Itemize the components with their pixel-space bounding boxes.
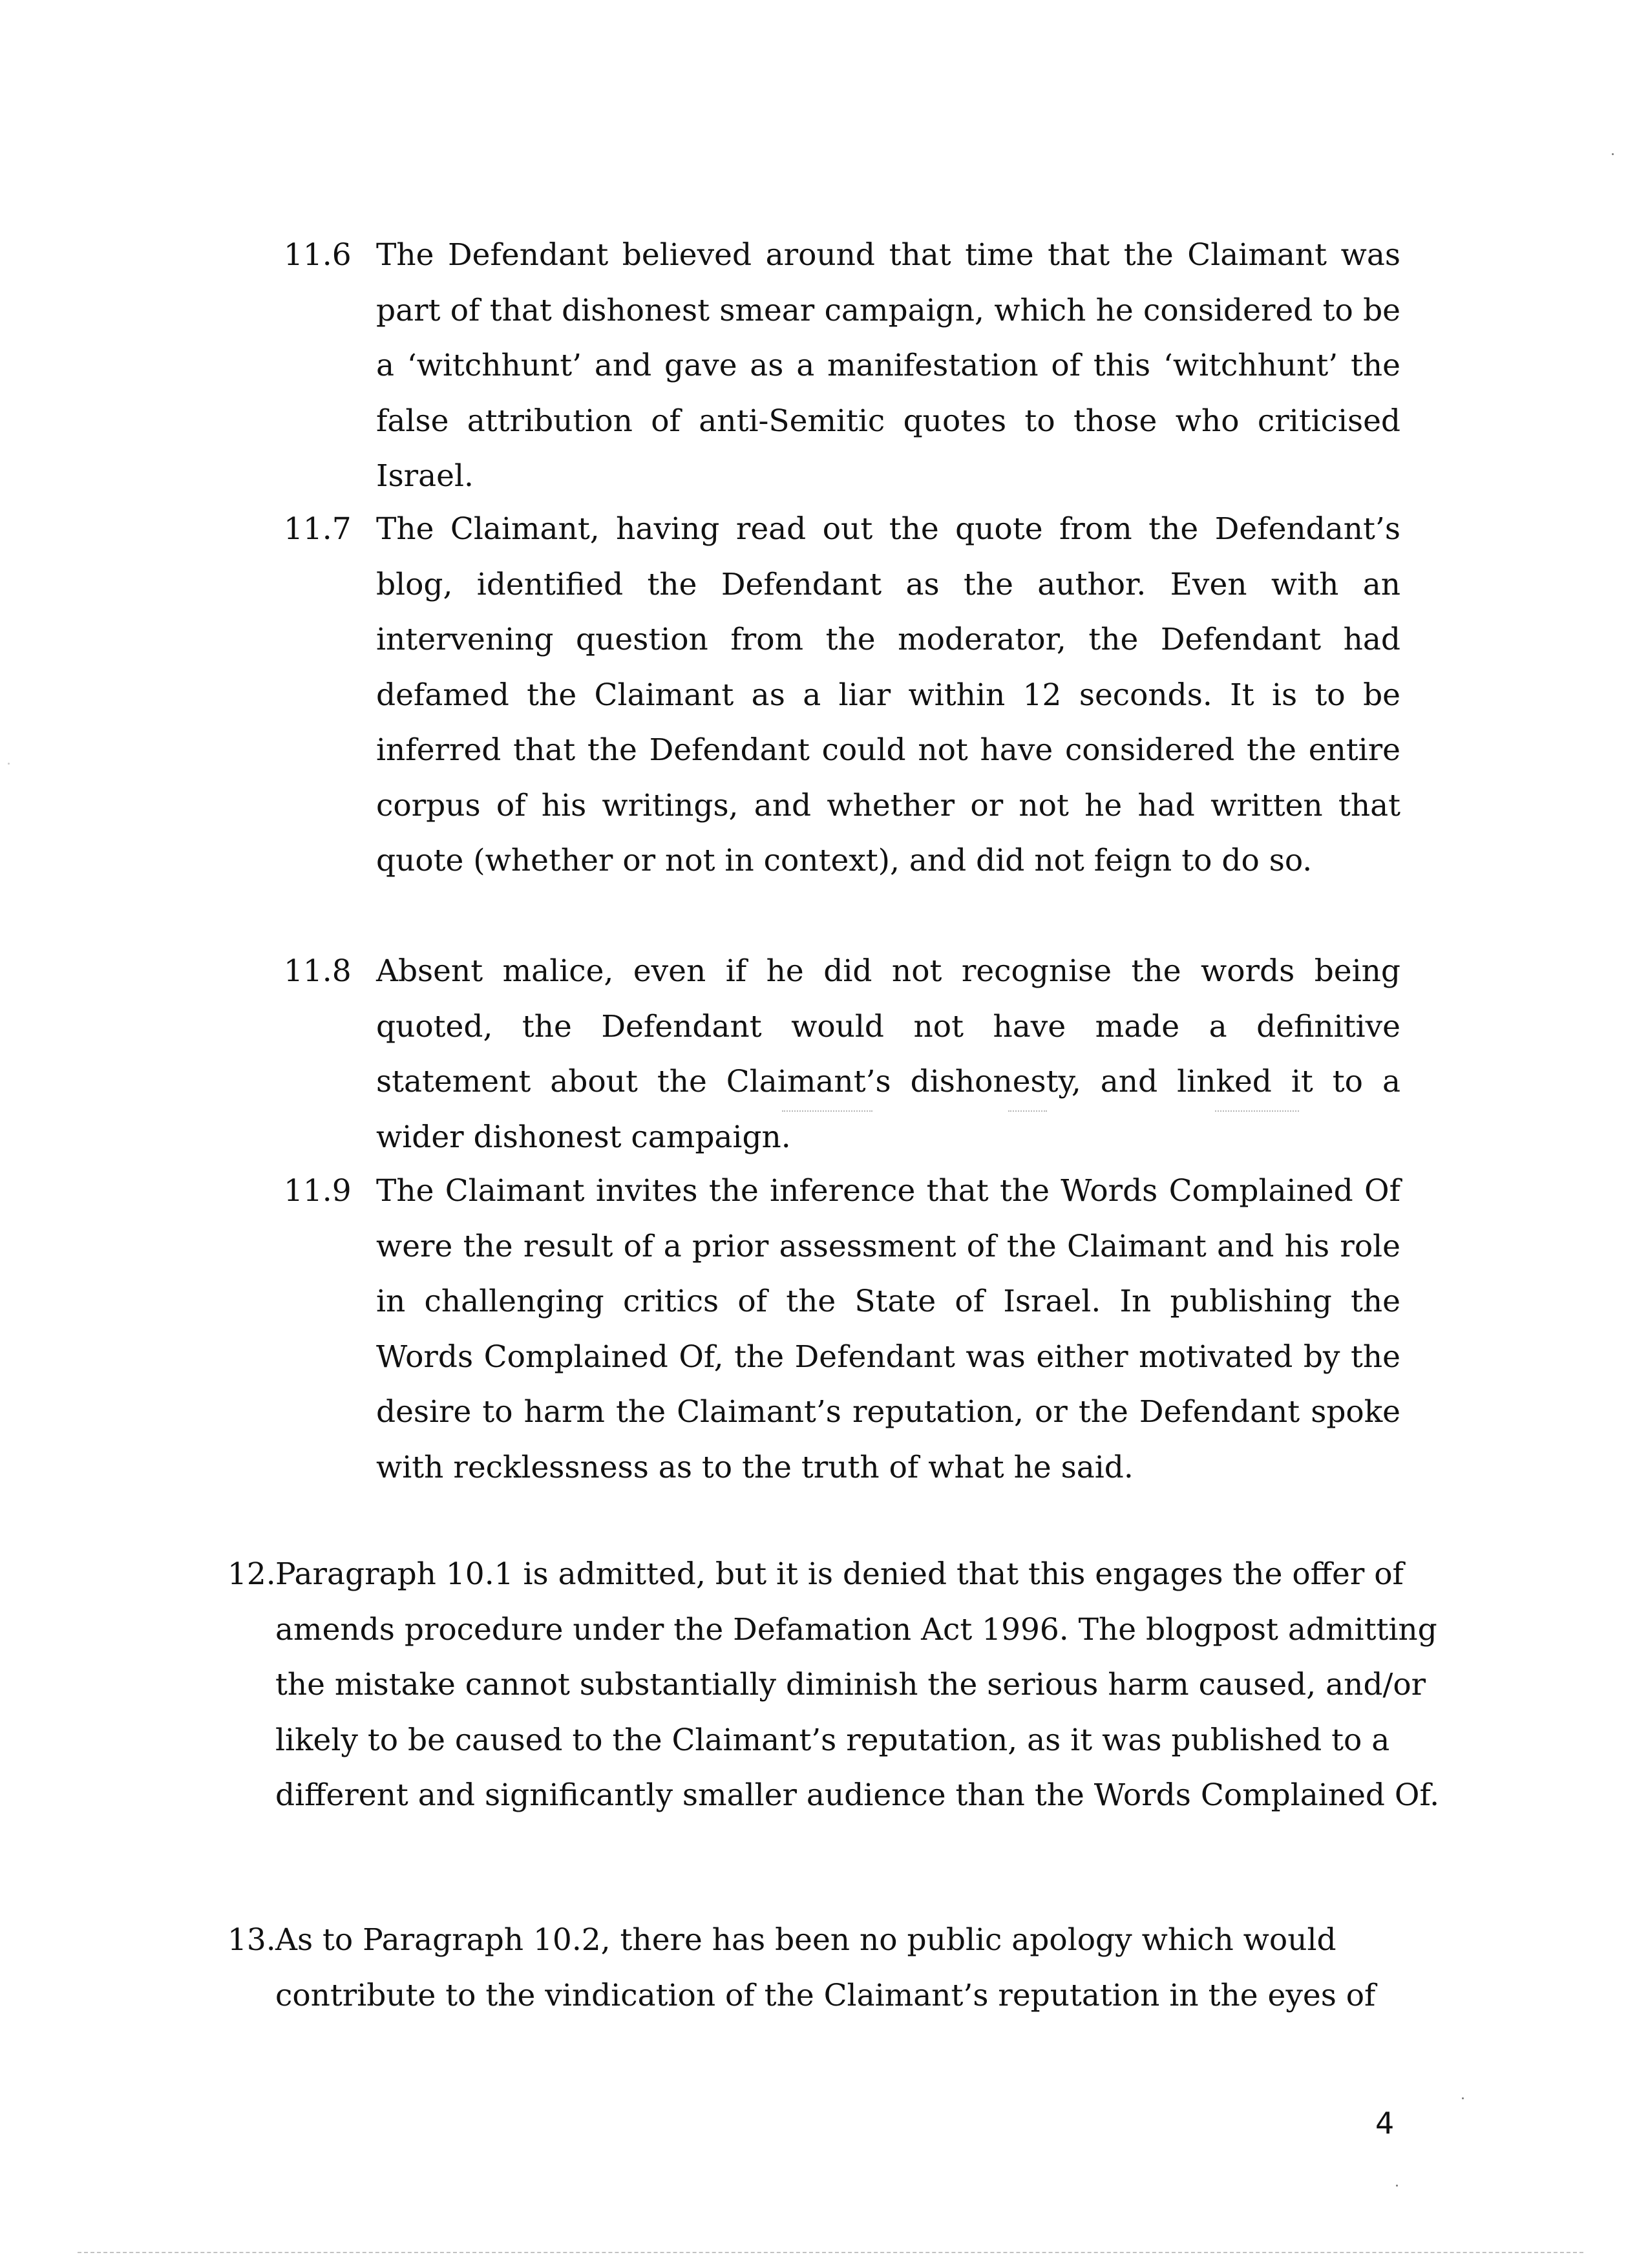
- scan-artifact: [1215, 1110, 1299, 1112]
- paragraph-line: As to Paragraph 10.2, there has been no public apology which would: [275, 1922, 1336, 1958]
- paragraph-text: [275, 1547, 1440, 1823]
- scan-speck: [1462, 2097, 1464, 2099]
- paragraph-number: 11.7: [284, 511, 352, 547]
- paragraph-text: The Claimant, having read out the quote from the Defendant’s blog, identified the Defendant as the author. Even with an intervening question from the moderator, the Defendant had defamed the Claimant as a liar within 12 seconds. It is to be inferred that the Defendant could not have considered the entire corpus of his writings, and whether or not he had written that quote (whether or not in context), and did not feign to do so.: [376, 511, 1400, 878]
- scan-edge-line: [78, 2252, 1583, 2253]
- paragraph-text: [275, 1913, 1387, 2023]
- scan-artifact: [782, 1110, 872, 1112]
- paragraph-line: amends procedure under the Defamation Act 1996. The blogpost admitting: [275, 1611, 1437, 1648]
- paragraph-text: The Defendant believed around that time that the Claimant was part of that dishonest smear campaign, which he considered to be a ‘witchhunt’ and gave as a manifestation of this ‘witchhunt’ the false attribution of anti-Semitic quotes to those who criticised Israel.: [376, 237, 1400, 494]
- page-number: 4: [1375, 2106, 1395, 2141]
- paragraph-line: contribute to the vindication of the Claimant’s reputation in the eyes of: [275, 1977, 1376, 2013]
- paragraph-number: 11.6: [284, 237, 352, 273]
- paragraph-line: different and significantly smaller audience than the Words Complained Of.: [275, 1777, 1440, 1813]
- paragraph-line: the mistake cannot substantially diminish the serious harm caused, and/or: [275, 1667, 1426, 1702]
- paragraph-line: Paragraph 10.1 is admitted, but it is denied that this engages the offer of: [275, 1556, 1404, 1592]
- paragraph-number: 13.: [227, 1922, 276, 1958]
- paragraph-number: 12.: [227, 1556, 276, 1592]
- paragraph-number: 11.9: [284, 1173, 352, 1209]
- paragraph-line: likely to be caused to the Claimant’s reputation, as it was published to a: [275, 1722, 1390, 1758]
- paragraph-number: 11.8: [284, 953, 352, 989]
- scan-artifact: [1008, 1110, 1047, 1112]
- paragraph-text: Absent malice, even if he did not recognise the words being quoted, the Defendant would not have made a definitive statement about the Claimant’s dishonesty, and linked it to a wider dishonest campaign.: [376, 953, 1400, 1155]
- scan-speck: [1396, 2185, 1398, 2187]
- paragraph-text: The Claimant invites the inference that the Words Complained Of were the result of a prior assessment of the Claimant and his role in challenging critics of the State of Israel. In publishing the Words Complained Of, the Defendant was either motivated by the desire to harm the Claimant’s reputation, or the Defendant spoke with recklessness as to the truth of what he said.: [376, 1173, 1400, 1485]
- scan-speck: [8, 763, 10, 765]
- scan-speck: [1612, 153, 1614, 155]
